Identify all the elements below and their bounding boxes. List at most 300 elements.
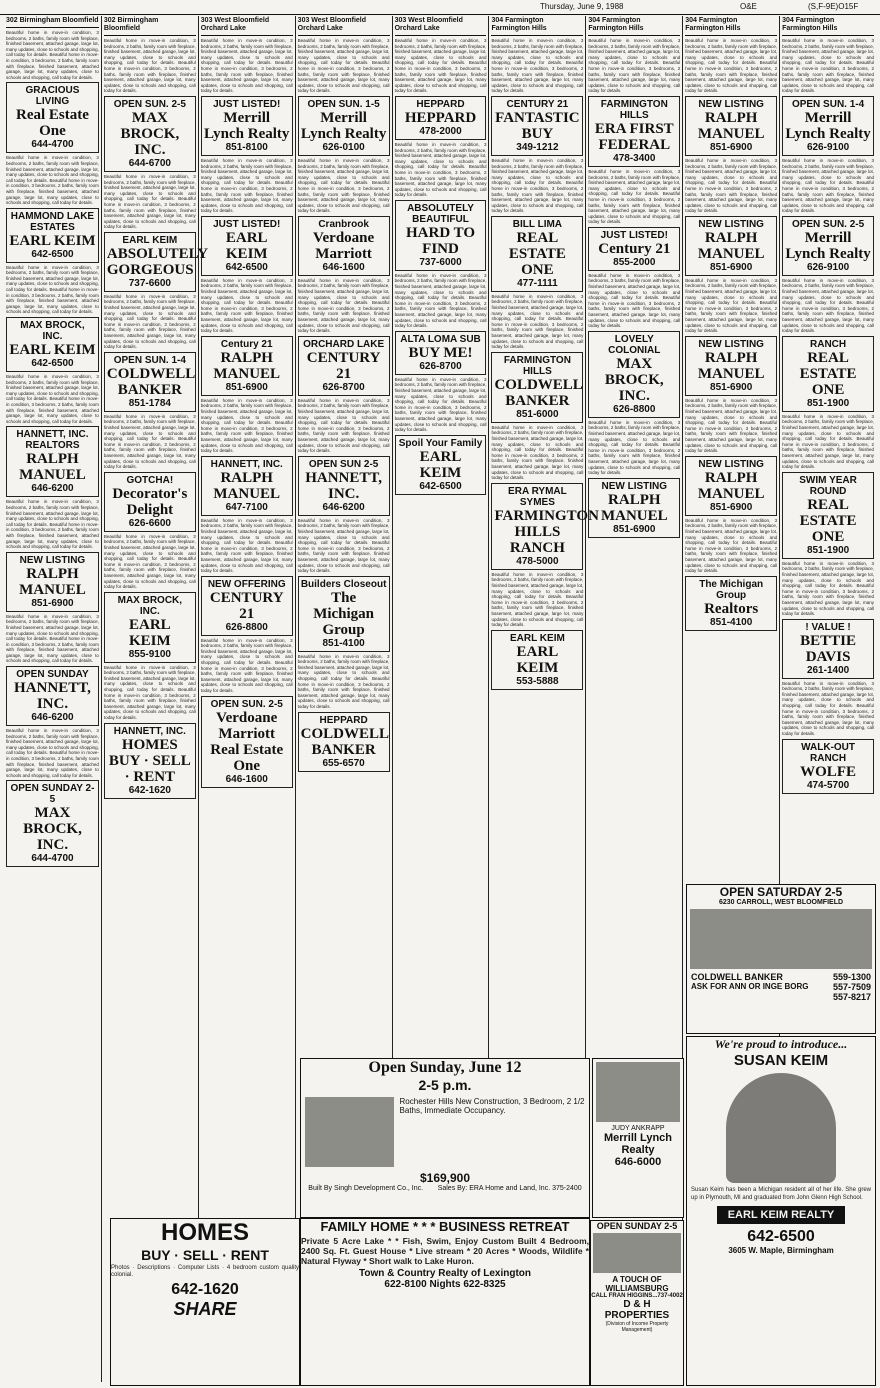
ad-title: GRACIOUS LIVING [25, 85, 80, 108]
williamsburg-ad [590, 1220, 684, 1386]
ad-realtor: The Michigan Group [313, 589, 375, 638]
williamsburg-footer: CALL FRAN HIGGINS...737-4002 [591, 1293, 683, 1299]
ad-title: SWIM YEAR ROUND [799, 474, 857, 497]
listing-text: Beautiful home in move-in condition, 3 bedrooms, 2 baths, family room with fireplace, finished basement, attached garage, large lot, many updates, close to schools and shopping, call today for details. Beautiful home in move-in condition, 3 bedrooms, 2 baths, family room with fireplace, finished basement, attached garage, large lot, many updates, close to schools and shopping, call today for details. [6, 155, 99, 206]
ad-realtor: Realtors [704, 600, 759, 617]
listing-ad [782, 739, 874, 794]
susan-name: SUSAN KEIM [733, 1052, 829, 1069]
ad-phone: 642-6500 [225, 261, 268, 273]
ad-title: The Michigan Group [699, 578, 764, 601]
coldwell-address: 6230 CARROLL, WEST BLOOMFIELD [718, 899, 844, 906]
ad-title: NEW LISTING [698, 98, 764, 110]
listing-text: Beautiful home in move-in condition, 3 bedrooms, 2 baths, family room with fireplace, finished basement, attached garage, large lot, many updates, close to schools and shopping, call today for details. Beautiful home in move-in condition, 3 bedrooms, 2 baths, family room with fireplace, finished basement, attached garage, large lot, many updates, close to schools and shopping, call today for details. [6, 499, 99, 550]
homes-ad: HOMES BUY · SELL · RENT Photos · Descriptions · Computer Lists · 4 bedroom custom quality colonial. 642-1620 SHARE [110, 1218, 300, 1386]
listing-text: Beautiful home in move-in condition, 3 bedrooms, 2 baths, family room with fireplace, finished basement, attached garage, large lot, many updates, close to schools and shopping, call today for details. Beautiful home in move-in condition, 3 bedrooms, 2 baths, family room with fireplace, finished basement, attached garage, large lot, many updates, close to schools and shopping, call today for details. [685, 397, 778, 454]
listing-text: Beautiful home in move-in condition, 3 bedrooms, 2 baths, family room with fireplace, finished basement, attached garage, large lot, many updates, close to schools and shopping, call today for details. Beautiful home in move-in condition, 3 bedrooms, 2 baths, family room with fireplace, finished basement, attached garage, large lot, many updates, close to schools and shopping, call today for details. [6, 264, 99, 315]
column-heading: 304 Farmington Farmington Hills [782, 16, 874, 36]
ad-realtor: ABSOLUTELY GORGEOUS [106, 245, 209, 278]
ad-realtor: Verdoane Marriott [313, 229, 375, 262]
ad-phone: 851-6000 [516, 408, 559, 420]
listing-text: Beautiful home in move-in condition, 3 bedrooms, 2 baths, family room with fireplace, finished basement, attached garage, large lot, many updates, close to schools and shopping, call today for details. Beautiful home in move-in condition, 3 bedrooms, 2 baths, family room with fireplace, finished basement, attached garage, large lot, many updates, close to schools and shopping, call today for details. [103, 173, 196, 230]
merrill-firm: Merrill Lynch Realty [603, 1132, 673, 1156]
listing-ad [395, 200, 487, 271]
listing-text: Beautiful home in move-in condition, 3 bedrooms, 2 baths, family room with fireplace, finished basement, attached garage, large lot, many updates, close to schools and shopping, call today for details. Beautiful home in move-in condition, 3 bedrooms, 2 baths, family room with fireplace, finished basement, attached garage, large lot, many updates, close to schools and shopping, call today for details. [588, 38, 681, 94]
ad-realtor: EARL KEIM [225, 229, 268, 262]
ad-title: OPEN SUN 2-5 [308, 458, 379, 470]
ad-realtor: HARD TO FIND [405, 224, 476, 257]
ad-realtor: HANNETT, INC. [14, 680, 91, 713]
listing-ad [298, 96, 390, 156]
ad-phone: 655-6570 [322, 757, 365, 769]
listing-ad [104, 472, 196, 532]
ad-title: JUST LISTED! [213, 218, 281, 230]
listing-text: Beautiful home in move-in condition, 3 bedrooms, 2 baths, family room with fireplace, finished basement, attached garage, large lot, many updates, close to schools and shopping, call today for details. Beautiful home in move-in condition, 3 bedrooms, 2 baths, family room with fireplace, finished basement, attached garage, large lot, many updates, close to schools and shopping, call today for details. [491, 571, 584, 628]
listing-ad [104, 96, 196, 172]
rochester-builder: Built By Singh Development Co., Inc. [308, 1185, 424, 1192]
listing-text: Beautiful home in move-in condition, 3 bedrooms, 2 baths, family room with fireplace, finished basement, attached garage, large lot, many updates, close to schools and shopping, call today for details. Beautiful home in move-in condition, 3 bedrooms, 2 baths, family room with fireplace, finished basement, attached garage, large lot, many updates, close to schools and shopping, call today for details. [685, 38, 778, 94]
merrill-house-photo [596, 1062, 680, 1122]
listing-ad [6, 208, 99, 263]
ad-title: NEW LISTING [698, 338, 764, 350]
ad-realtor: COLDWELL BANKER [106, 365, 196, 398]
column-2 [198, 16, 295, 1382]
listing-text: Beautiful home in move-in condition, 3 bedrooms, 2 baths, family room with fireplace, finished basement, attached garage, large lot, many updates, close to schools and shopping, call today for details. Beautiful home in move-in condition, 3 bedrooms, 2 baths, family room with fireplace, finished basement, attached garage, large lot, many updates, close to schools and shopping, call today for details. [588, 168, 681, 225]
ad-phone: 553-5888 [516, 675, 559, 687]
ad-realtor: RALPH MANUEL [697, 229, 765, 262]
williamsburg-firm: D & H PROPERTIES [604, 1299, 670, 1321]
ad-realtor: RALPH MANUEL [19, 565, 86, 598]
listing-text: Beautiful home in move-in condition, 3 bedrooms, 2 baths, family room with fireplace, finished basement, attached garage, large lot, many updates, close to schools and shopping, call today for details. Beautiful home in move-in condition, 3 bedrooms, 2 baths, family room with fireplace, finished basement, attached garage, large lot, many updates, close to schools and shopping, call today for details. [394, 272, 487, 329]
page-header [0, 0, 880, 15]
ad-phone: 626-8800 [225, 621, 268, 633]
header-date: Thursday, June 9, 1988 [540, 2, 624, 11]
listing-ad [685, 216, 777, 276]
ad-title: LOVELY COLONIAL [608, 333, 661, 356]
listing-ad [782, 336, 874, 412]
listing-ad [201, 456, 293, 516]
ad-title: Cranbrook [318, 218, 369, 230]
ad-title: OPEN SUN. 2-5 [210, 698, 283, 710]
ad-realtor: Merrill Lynch Realty [785, 229, 871, 262]
ad-realtor: COLDWELL BANKER [494, 376, 583, 409]
ad-phone: 478-3400 [613, 152, 656, 164]
listing-ad [782, 216, 874, 276]
listing-ad [298, 456, 390, 516]
column-heading: 304 Farmington Farmington Hills [588, 16, 680, 36]
susan-address: 3605 W. Maple, Birmingham [728, 1246, 834, 1255]
ad-realtor: Merrill Lynch Realty [204, 109, 290, 142]
listing-text: Beautiful home in move-in condition, 3 bedrooms, 2 baths, family room with fireplace, finished basement, attached garage, large lot, many updates, close to schools and shopping, call today for details. Beautiful home in move-in condition, 3 bedrooms, 2 baths, family room with fireplace, finished basement, attached garage, large lot, many updates, close to schools and shopping, call today for details. [491, 424, 584, 481]
family-sub: BUSINESS RETREAT [438, 1219, 570, 1234]
listing-text: Beautiful home in move-in condition, 3 bedrooms, 2 baths, family room with fireplace, finished basement, attached garage, large lot, many updates, close to schools and shopping, call today for details. Beautiful home in move-in condition, 3 bedrooms, 2 baths, family room with fireplace, finished basement, attached garage, large lot, many updates, close to schools and shopping, call today for details. [297, 277, 390, 334]
listing-text: Beautiful home in move-in condition, 3 bedrooms, 2 baths, family room with fireplace, finished basement, attached garage, large lot, many updates, close to schools and shopping, call today for details. Beautiful home in move-in condition, 3 bedrooms, 2 baths, family room with fireplace, finished basement, attached garage, large lot, many updates, close to schools and shopping, call today for details. [394, 376, 487, 433]
ad-title: GOTCHA! [126, 474, 174, 486]
ad-realtor: COLDWELL BANKER [300, 725, 390, 758]
homes-title: HOMES [160, 1219, 249, 1246]
listing-text: Beautiful home in move-in condition, 3 bedrooms, 2 baths, family room with fireplace, finished basement, attached garage, large lot, many updates, close to schools and shopping, call today for details. Beautiful home in move-in condition, 3 bedrooms, 2 baths, family room with fireplace, finished basement, attached garage, large lot, many updates, close to schools and shopping, call today for details. [200, 38, 293, 94]
ad-title: HANNETT, INC. [113, 725, 186, 737]
ad-title: ABSOLUTELY BEAUTIFUL [407, 202, 474, 225]
family-phone: 622-8100 Nights 622-8325 [384, 1279, 506, 1290]
listing-text: Beautiful home in move-in condition, 3 bedrooms, 2 baths, family room with fireplace, finished basement, attached garage, large lot, many updates, close to schools and shopping, call today for details. Beautiful home in move-in condition, 3 bedrooms, 2 baths, family room with fireplace, finished basement, attached garage, large lot, many updates, close to schools and shopping, call today for details. [782, 277, 875, 334]
coldwell-banker-ad [686, 884, 876, 1034]
listing-ad [104, 352, 196, 412]
ad-title: ALTA LOMA SUB [400, 333, 481, 345]
ad-title: MAX BROCK, INC. [117, 594, 183, 617]
listing-ad [491, 216, 583, 292]
ad-phone: 851-4100 [322, 637, 365, 649]
ad-phone: 626-0100 [322, 141, 365, 153]
listing-text: Beautiful home in move-in condition, 3 bedrooms, 2 baths, family room with fireplace, finished basement, attached garage, large lot, many updates, close to schools and shopping, call today for details. Beautiful home in move-in condition, 3 bedrooms, 2 baths, family room with fireplace, finished basement, attached garage, large lot, many updates, close to schools and shopping, call today for details. [782, 413, 875, 470]
listing-ad [491, 630, 583, 690]
listing-text: Beautiful home in move-in condition, 3 bedrooms, 2 baths, family room with fireplace, finished basement, attached garage, large lot, many updates, close to schools and shopping, call today for details. Beautiful home in move-in condition, 3 bedrooms, 2 baths, family room with fireplace, finished basement, attached garage, large lot, many updates, close to schools and shopping, call today for details. [200, 637, 293, 694]
ad-phone: 855-2000 [613, 256, 656, 268]
listing-text: Beautiful home in move-in condition, 3 bedrooms, 2 baths, family room with fireplace, finished basement, attached garage, large lot, many updates, close to schools and shopping, call today for details. Beautiful home in move-in condition, 3 bedrooms, 2 baths, family room with fireplace, finished basement, attached garage, large lot, many updates, close to schools and shopping, call today for details. [685, 157, 778, 214]
column-heading: 302 Birmingham Bloomfield [104, 16, 196, 36]
ad-realtor: RALPH MANUEL [697, 349, 765, 382]
listing-text: Beautiful home in move-in condition, 3 bedrooms, 2 baths, family room with fireplace, finished basement, attached garage, large lot, many updates, close to schools and shopping, call today for details. Beautiful home in move-in condition, 3 bedrooms, 2 baths, family room with fireplace, finished basement, attached garage, large lot, many updates, close to schools and shopping, call today for details. [491, 293, 584, 350]
ad-realtor: BETTIE DAVIS [800, 632, 856, 665]
listing-ad [6, 666, 99, 726]
family-title: FAMILY HOME [320, 1219, 410, 1234]
ad-realtor: MAX BROCK, INC. [23, 805, 82, 854]
ad-phone: 644-4700 [31, 853, 74, 865]
ad-title: FARMINGTON HILLS [503, 354, 571, 377]
listing-text: Beautiful home in move-in condition, 3 bedrooms, 2 baths, family room with fireplace, finished basement, attached garage, large lot, many updates, close to schools and shopping, call today for details. Beautiful home in move-in condition, 3 bedrooms, 2 baths, family room with fireplace, finished basement, attached garage, large lot, many updates, close to schools and shopping, call today for details. [6, 613, 99, 664]
ad-phone: 478-2000 [419, 125, 462, 137]
rochester-sales: Sales By: ERA Home and Land, Inc. 375-2400 [437, 1185, 582, 1192]
listing-ad [104, 723, 196, 799]
ad-realtor: HOMES BUY · SELL · RENT [108, 736, 191, 785]
ad-phone: 851-6900 [225, 381, 268, 393]
header-code: (S,F-9E)O15F [808, 2, 859, 11]
listing-text: Beautiful home in move-in condition, 3 bedrooms, 2 baths, family room with fireplace, finished basement, attached garage, large lot, many updates, close to schools and shopping, call today for details. Beautiful home in move-in condition, 3 bedrooms, 2 baths, family room with fireplace, finished basement, attached garage, large lot, many updates, close to schools and shopping, call today for details. [685, 277, 778, 334]
ad-title: HAMMOND LAKE ESTATES [10, 210, 95, 233]
ad-phone: 855-9100 [128, 648, 171, 660]
listing-ad [298, 336, 390, 396]
ad-realtor: EARL KEIM [419, 448, 462, 481]
ad-phone: 851-6900 [710, 501, 753, 513]
ad-phone: 851-6900 [710, 261, 753, 273]
ad-realtor: WOLFE [800, 763, 856, 780]
ad-title: EARL KEIM [509, 632, 565, 644]
ad-phone: 642-6500 [31, 358, 74, 370]
ad-phone: 626-8800 [613, 403, 656, 415]
column-heading: 304 Farmington Farmington Hills [685, 16, 777, 36]
ad-realtor: Verdoane Marriott Real Estate One [210, 709, 284, 774]
ad-realtor: RALPH MANUEL [213, 469, 281, 502]
ad-realtor: BUY ME! [408, 344, 473, 361]
ad-phone: 647-7100 [225, 501, 268, 513]
listing-text: Beautiful home in move-in condition, 3 bedrooms, 2 baths, family room with fireplace, finished basement, attached garage, large lot, many updates, close to schools and shopping, call today for details. Beautiful home in move-in condition, 3 bedrooms, 2 baths, family room with fireplace, finished basement, attached garage, large lot, many updates, close to schools and shopping, call today for details. [782, 680, 875, 737]
listing-ad [6, 552, 99, 612]
ad-phone: 646-6200 [322, 501, 365, 513]
ad-title: ORCHARD LAKE [303, 338, 385, 350]
listing-text: Beautiful home in move-in condition, 3 bedrooms, 2 baths, family room with fireplace, finished basement, attached garage, large lot, many updates, close to schools and shopping, call today for details. Beautiful home in move-in condition, 3 bedrooms, 2 baths, family room with fireplace, finished basement, attached garage, large lot, many updates, close to schools and shopping, call today for details. [491, 157, 584, 214]
ad-realtor: Merrill Lynch Realty [785, 109, 871, 142]
listing-text: Beautiful home in move-in condition, 3 bedrooms, 2 baths, family room with fireplace, finished basement, attached garage, large lot, many updates, close to schools and shopping, call today for details. Beautiful home in move-in condition, 3 bedrooms, 2 baths, family room with fireplace, finished basement, attached garage, large lot, many updates, close to schools and shopping, call today for details. [297, 397, 390, 454]
listing-text: Beautiful home in move-in condition, 3 bedrooms, 2 baths, family room with fireplace, finished basement, attached garage, large lot, many updates, close to schools and shopping, call today for details. Beautiful home in move-in condition, 3 bedrooms, 2 baths, family room with fireplace, finished basement, attached garage, large lot, many updates, close to schools and shopping, call today for details. [200, 397, 293, 454]
listing-ad [685, 456, 777, 516]
ad-title: WALK-OUT RANCH [801, 741, 856, 764]
ad-title: OPEN SUN. 1-5 [307, 98, 380, 110]
ad-title: CENTURY 21 [506, 98, 569, 110]
coldwell-phone-2: 557-7509 [832, 982, 871, 992]
ad-realtor: ERA FIRST FEDERAL [594, 120, 674, 153]
rochester-time: 2-5 p.m. [418, 1077, 472, 1093]
column-heading: 303 West Bloomfield Orchard Lake [201, 16, 293, 36]
ad-realtor: EARL KEIM [128, 616, 171, 649]
ad-realtor: FANTASTIC BUY [495, 109, 580, 142]
column-heading: 303 West Bloomfield Orchard Lake [395, 16, 487, 36]
listing-text: Beautiful home in move-in condition, 3 bedrooms, 2 baths, family room with fireplace, finished basement, attached garage, large lot, many updates, close to schools and shopping, call today for details. Beautiful home in move-in condition, 3 bedrooms, 2 baths, family room with fireplace, finished basement, attached garage, large lot, many updates, close to schools and shopping, call today for details. [200, 277, 293, 334]
ad-realtor: Merrill Lynch Realty [300, 109, 387, 142]
family-footer: Town & Country Realty of Lexington [358, 1268, 532, 1279]
rochester-house-photo [305, 1097, 394, 1167]
column-heading: 303 West Bloomfield Orchard Lake [298, 16, 390, 36]
column-heading: 302 Birmingham Bloomfield [6, 16, 99, 28]
listing-ad [491, 483, 599, 570]
family-home-ad: FAMILY HOME * * * BUSINESS RETREAT Private 5 Acre Lake * * Fish, Swim, Enjoy Custom Built 4 Bedroom, 2400 Sq. Ft. Guest House * Live stream * 20 Acres * Woods, Wildlife * Natural Flyway * Short walk to Lake Huron. Town & Country Realty of Lexington 622-8100 Nights 622-8325 [300, 1218, 590, 1386]
listing-ad [588, 478, 680, 538]
ad-realtor: HANNETT, INC. [305, 469, 383, 502]
header-section: O&E [740, 2, 757, 11]
ad-phone: 851-6900 [31, 597, 74, 609]
ad-realtor: Decorator's Delight [112, 485, 188, 518]
listing-ad [6, 780, 99, 867]
listing-ad [491, 352, 583, 423]
column-0 [4, 16, 101, 1382]
listing-text: Beautiful home in move-in condition, 3 bedrooms, 2 baths, family room with fireplace, finished basement, attached garage, large lot, many updates, close to schools and shopping, call today for details. Beautiful home in move-in condition, 3 bedrooms, 2 baths, family room with fireplace, finished basement, attached garage, large lot, many updates, close to schools and shopping, call today for details. [297, 653, 390, 710]
rochester-title: Open Sunday, June 12 [368, 1059, 522, 1076]
ad-phone: 851-1900 [806, 397, 850, 409]
ad-phone: 626-8700 [419, 360, 462, 372]
ad-realtor: RALPH MANUEL [213, 349, 281, 382]
susan-firm: EARL KEIM REALTY [717, 1206, 845, 1224]
ad-title: HANNETT, INC. REALTORS [16, 429, 89, 452]
ad-title: NEW LISTING [19, 554, 86, 566]
williamsburg-title: OPEN SUNDAY 2-5 [596, 1221, 678, 1231]
column-heading: 304 Farmington Farmington Hills [491, 16, 583, 36]
listing-ad [201, 96, 293, 156]
ad-title: BILL LIMA [512, 218, 563, 230]
williamsburg-head: A TOUCH OF WILLIAMSBURG [605, 1275, 669, 1293]
coldwell-title: OPEN SATURDAY 2-5 [719, 885, 843, 899]
listing-ad [201, 576, 293, 636]
ad-title: JUST LISTED! [600, 229, 668, 241]
ad-title: OPEN SUN. 1-4 [791, 98, 865, 110]
listing-text: Beautiful home in move-in condition, 3 bedrooms, 2 baths, family room with fireplace, finished basement, attached garage, large lot, many updates, close to schools and shopping, call today for details. Beautiful home in move-in condition, 3 bedrooms, 2 baths, family room with fireplace, finished basement, attached garage, large lot, many updates, close to schools and shopping, call today for details. [6, 374, 99, 424]
listing-text: Beautiful home in move-in condition, 3 bedrooms, 2 baths, family room with fireplace, finished basement, attached garage, large lot, many updates, close to schools and shopping, call today for details. Beautiful home in move-in condition, 3 bedrooms, 2 baths, family room with fireplace, finished basement, attached garage, large lot, many updates, close to schools and shopping, call today for details. [491, 38, 584, 94]
listing-text: Beautiful home in move-in condition, 3 bedrooms, 2 baths, family room with fireplace, finished basement, attached garage, large lot, many updates, close to schools and shopping, call today for details. Beautiful home in move-in condition, 3 bedrooms, 2 baths, family room with fireplace, finished basement, attached garage, large lot, many updates, close to schools and shopping, call today for details. [297, 157, 390, 214]
coldwell-phone-1: 559-1300 [832, 972, 871, 982]
ad-title: FARMINGTON HILLS [600, 98, 668, 121]
ad-title: HEPPARD [319, 714, 368, 726]
ad-realtor: FARMINGTON HILLS RANCH [494, 507, 599, 556]
ad-phone: 478-5000 [516, 555, 559, 567]
ad-phone: 349-1212 [516, 141, 559, 153]
merrill-ad [592, 1058, 684, 1218]
ad-phone: 642-1620 [128, 784, 171, 796]
ad-realtor: REAL ESTATE ONE [508, 229, 566, 278]
ad-phone: 477-1111 [517, 277, 558, 289]
listing-text: Beautiful home in move-in condition, 3 bedrooms, 2 baths, family room with fireplace, finished basement, attached garage, large lot, many updates, close to schools and shopping, call today for details. Beautiful home in move-in condition, 3 bedrooms, 2 baths, family room with fireplace, finished basement, attached garage, large lot, many updates, close to schools and shopping, call today for details. [782, 38, 875, 94]
ad-phone: 646-6200 [31, 712, 74, 724]
coldwell-firm: COLDWELL BANKER [691, 972, 783, 982]
ad-realtor: MAX BROCK, INC. [604, 355, 664, 404]
ad-realtor: Real Estate One [15, 107, 89, 140]
coldwell-contact: ASK FOR ANN OR INGE BORG [691, 982, 809, 991]
ad-title: ! VALUE ! [805, 621, 851, 633]
ad-realtor: Century 21 [598, 240, 671, 257]
ad-phone: 851-1784 [128, 397, 171, 409]
ad-phone: 737-6600 [128, 277, 171, 289]
ad-phone: 851-1900 [806, 544, 850, 556]
listing-ad [298, 712, 390, 772]
listing-ad [588, 227, 680, 271]
listing-text: Beautiful home in move-in condition, 3 bedrooms, 2 baths, family room with fireplace, finished basement, attached garage, large lot, many updates, close to schools and shopping, call today for details. Beautiful home in move-in condition, 3 bedrooms, 2 baths, family room with fireplace, finished basement, attached garage, large lot, many updates, close to schools and shopping, call today for details. [103, 293, 196, 350]
listing-ad [201, 696, 293, 788]
ad-realtor: EARL KEIM [9, 232, 96, 249]
ad-realtor: HEPPARD [404, 109, 477, 126]
ad-phone: 474-5700 [806, 779, 850, 791]
listing-ad [298, 576, 390, 652]
listing-text: Beautiful home in move-in condition, 3 bedrooms, 2 baths, family room with fireplace, finished basement, attached garage, large lot, many updates, close to schools and shopping, call today for details. Beautiful home in move-in condition, 3 bedrooms, 2 baths, family room with fireplace, finished basement, attached garage, large lot, many updates, close to schools and shopping, call today for details. [782, 157, 875, 214]
ad-phone: 626-9100 [806, 141, 850, 153]
listing-ad [685, 336, 777, 396]
listing-text: Beautiful home in move-in condition, 3 bedrooms, 2 baths, family room with fireplace, finished basement, attached garage, large lot, many updates, close to schools and shopping, call today for details. Beautiful home in move-in condition, 3 bedrooms, 2 baths, family room with fireplace, finished basement, attached garage, large lot, many updates, close to schools and shopping, call today for details. [782, 560, 875, 617]
listing-ad [782, 619, 874, 679]
listing-text: Beautiful home in move-in condition, 3 bedrooms, 2 baths, family room with fireplace, finished basement, attached garage, large lot, many updates, close to schools and shopping, call today for details. Beautiful home in move-in condition, 3 bedrooms, 2 baths, family room with fireplace, finished basement, attached garage, large lot, many updates, close to schools and shopping, call today for details. [6, 30, 99, 80]
ad-realtor: RALPH MANUEL [600, 491, 668, 524]
rochester-desc: Rochester Hills New Construction, 3 Bedroom, 2 1/2 Baths, Immediate Occupancy. [399, 1097, 585, 1115]
ad-phone: 642-6500 [419, 480, 462, 492]
ad-title: EARL KEIM [122, 234, 178, 246]
listing-ad [298, 216, 390, 276]
susan-portrait [726, 1073, 836, 1183]
ad-phone: 646-1600 [225, 773, 268, 785]
homes-brand: SHARE [173, 1299, 237, 1319]
listing-text: Beautiful home in move-in condition, 3 bedrooms, 2 baths, family room with fireplace, finished basement, attached garage, large lot, many updates, close to schools and shopping, call today for details. Beautiful home in move-in condition, 3 bedrooms, 2 baths, family room with fireplace, finished basement, attached garage, large lot, many updates, close to schools and shopping, call today for details. [6, 728, 99, 778]
ad-title: HANNETT, INC. [210, 458, 283, 470]
rochester-price: $169,900 [419, 1171, 471, 1185]
ad-phone: 646-6200 [31, 483, 74, 495]
listing-ad [104, 592, 196, 663]
homes-sub: BUY · SELL · RENT [141, 1247, 269, 1263]
ad-realtor: CENTURY 21 [209, 589, 284, 622]
listing-text: Beautiful home in move-in condition, 3 bedrooms, 2 baths, family room with fireplace, finished basement, attached garage, large lot, many updates, close to schools and shopping, call today for details. Beautiful home in move-in condition, 3 bedrooms, 2 baths, family room with fireplace, finished basement, attached garage, large lot, many updates, close to schools and shopping, call today for details. [394, 141, 487, 198]
ad-phone: 644-6700 [128, 157, 171, 169]
listing-text: Beautiful home in move-in condition, 3 bedrooms, 2 baths, family room with fireplace, finished basement, attached garage, large lot, many updates, close to schools and shopping, call today for details. Beautiful home in move-in condition, 3 bedrooms, 2 baths, family room with fireplace, finished basement, attached garage, large lot, many updates, close to schools and shopping, call today for details. [200, 517, 293, 574]
ad-phone: 851-6900 [710, 381, 753, 393]
ad-title: OPEN SUN. 2-5 [113, 98, 186, 110]
listing-text: Beautiful home in move-in condition, 3 bedrooms, 2 baths, family room with fireplace, finished basement, attached garage, large lot, many updates, close to schools and shopping, call today for details. Beautiful home in move-in condition, 3 bedrooms, 2 baths, family room with fireplace, finished basement, attached garage, large lot, many updates, close to schools and shopping, call today for details. [103, 533, 196, 590]
ad-title: MAX BROCK, INC. [20, 320, 85, 343]
ad-title: RANCH [810, 338, 847, 350]
listing-ad [395, 435, 487, 495]
listing-ad [685, 96, 777, 156]
ad-title: Century 21 [220, 338, 273, 350]
ad-phone: 851-6900 [613, 523, 656, 535]
listing-text: Beautiful home in move-in condition, 3 bedrooms, 2 baths, family room with fireplace, finished basement, attached garage, large lot, many updates, close to schools and shopping, call today for details. Beautiful home in move-in condition, 3 bedrooms, 2 baths, family room with fireplace, finished basement, attached garage, large lot, many updates, close to schools and shopping, call today for details. [103, 664, 196, 721]
listing-ad [588, 96, 680, 167]
listing-text: Beautiful home in move-in condition, 3 bedrooms, 2 baths, family room with fireplace, finished basement, attached garage, large lot, many updates, close to schools and shopping, call today for details. Beautiful home in move-in condition, 3 bedrooms, 2 baths, family room with fireplace, finished basement, attached garage, large lot, many updates, close to schools and shopping, call today for details. [588, 272, 681, 329]
ad-title: NEW OFFERING [207, 578, 286, 590]
listing-text: Beautiful home in move-in condition, 3 bedrooms, 2 baths, family room with fireplace, finished basement, attached garage, large lot, many updates, close to schools and shopping, call today for details. Beautiful home in move-in condition, 3 bedrooms, 2 baths, family room with fireplace, finished basement, attached garage, large lot, many updates, close to schools and shopping, call today for details. [297, 517, 390, 574]
listing-text: Beautiful home in move-in condition, 3 bedrooms, 2 baths, family room with fireplace, finished basement, attached garage, large lot, many updates, close to schools and shopping, call today for details. Beautiful home in move-in condition, 3 bedrooms, 2 baths, family room with fireplace, finished basement, attached garage, large lot, many updates, close to schools and shopping, call today for details. [297, 38, 390, 94]
ad-title: NEW LISTING [601, 480, 668, 492]
ad-realtor: CENTURY 21 [306, 349, 381, 382]
ad-phone: 646-1600 [322, 261, 365, 273]
ad-title: HEPPARD [416, 98, 465, 110]
williamsburg-photo [593, 1233, 681, 1273]
susan-keim-ad: We're proud to introduce... SUSAN KEIM Susan Keim has been a Michigan resident all of her life. She grew up in Plymouth, MI and graduated from John Glenn High School. EARL KEIM REALTY 642-6500 3605 W. Maple, Birmingham [686, 1036, 876, 1386]
listing-ad [395, 96, 487, 140]
ad-title: ERA RYMAL SYMES [508, 485, 567, 508]
ad-title: OPEN SUNDAY [16, 669, 89, 681]
listing-text: Beautiful home in move-in condition, 3 bedrooms, 2 baths, family room with fireplace, finished basement, attached garage, large lot, many updates, close to schools and shopping, call today for details. Beautiful home in move-in condition, 3 bedrooms, 2 baths, family room with fireplace, finished basement, attached garage, large lot, many updates, close to schools and shopping, call today for details. [200, 157, 293, 214]
listing-ad [104, 232, 209, 292]
homes-phone: 642-1620 [171, 1281, 239, 1298]
coldwell-house-photo [690, 909, 872, 969]
ad-phone: 851-6900 [710, 141, 753, 153]
williamsburg-division: (Division of Income Property Management) [605, 1321, 669, 1333]
merrill-phone: 646-6000 [614, 1156, 662, 1168]
ad-title: NEW LISTING [698, 458, 764, 470]
listing-text: Beautiful home in move-in condition, 3 bedrooms, 2 baths, family room with fireplace, finished basement, attached garage, large lot, many updates, close to schools and shopping, call today for details. Beautiful home in move-in condition, 3 bedrooms, 2 baths, family room with fireplace, finished basement, attached garage, large lot, many updates, close to schools and shopping, call today for details. [103, 38, 196, 94]
ad-realtor: EARL KEIM [516, 643, 559, 676]
ad-phone: 851-4100 [710, 616, 753, 628]
ad-realtor: RALPH MANUEL [697, 469, 765, 502]
listing-ad [588, 331, 680, 418]
ad-realtor: REAL ESTATE ONE [799, 496, 857, 545]
listing-ad [685, 576, 777, 631]
ad-realtor: REAL ESTATE ONE [799, 349, 857, 398]
ad-realtor: RALPH MANUEL [19, 451, 86, 484]
ad-realtor: EARL KEIM [9, 342, 96, 359]
ad-title: Spoil Your Family [398, 437, 483, 449]
listing-ad [6, 317, 99, 372]
ad-phone: 642-6500 [31, 248, 74, 260]
ad-phone: 626-9100 [806, 261, 850, 273]
listing-text: Beautiful home in move-in condition, 3 bedrooms, 2 baths, family room with fireplace, finished basement, attached garage, large lot, many updates, close to schools and shopping, call today for details. Beautiful home in move-in condition, 3 bedrooms, 2 baths, family room with fireplace, finished basement, attached garage, large lot, many updates, close to schools and shopping, call today for details. [103, 413, 196, 470]
rochester-ad [300, 1058, 590, 1218]
ad-phone: 261-1400 [806, 664, 850, 676]
coldwell-phone-3: 557-8217 [832, 992, 871, 1002]
ad-realtor: RALPH MANUEL [697, 109, 765, 142]
listing-ad [201, 336, 293, 396]
listing-ad [782, 96, 874, 156]
susan-intro: We're proud to introduce... [714, 1037, 848, 1051]
ad-phone: 737-6000 [419, 256, 462, 268]
listing-text: Beautiful home in move-in condition, 3 bedrooms, 2 baths, family room with fireplace, finished basement, attached garage, large lot, many updates, close to schools and shopping, call today for details. Beautiful home in move-in condition, 3 bedrooms, 2 baths, family room with fireplace, finished basement, attached garage, large lot, many updates, close to schools and shopping, call today for details. [394, 38, 487, 94]
merrill-agent: JUDY ANKRAPP [611, 1125, 665, 1132]
listing-ad [6, 82, 99, 153]
ad-title: NEW LISTING [698, 218, 764, 230]
listing-ad [491, 96, 583, 156]
ad-title: JUST LISTED! [213, 98, 281, 110]
listing-text: Beautiful home in move-in condition, 3 bedrooms, 2 baths, family room with fireplace, finished basement, attached garage, large lot, many updates, close to schools and shopping, call today for details. Beautiful home in move-in condition, 3 bedrooms, 2 baths, family room with fireplace, finished basement, attached garage, large lot, many updates, close to schools and shopping, call today for details. [685, 517, 778, 574]
listing-ad [201, 216, 293, 276]
listing-ad [6, 426, 99, 497]
ad-realtor: MAX BROCK, INC. [120, 109, 180, 158]
listing-ad [395, 331, 487, 375]
ad-phone: 851-8100 [225, 141, 268, 153]
ad-title: OPEN SUN. 1-4 [113, 354, 186, 366]
ad-phone: 626-6600 [128, 517, 171, 529]
ad-title: Builders Closeout [300, 578, 387, 590]
ad-phone: 626-8700 [322, 381, 365, 393]
